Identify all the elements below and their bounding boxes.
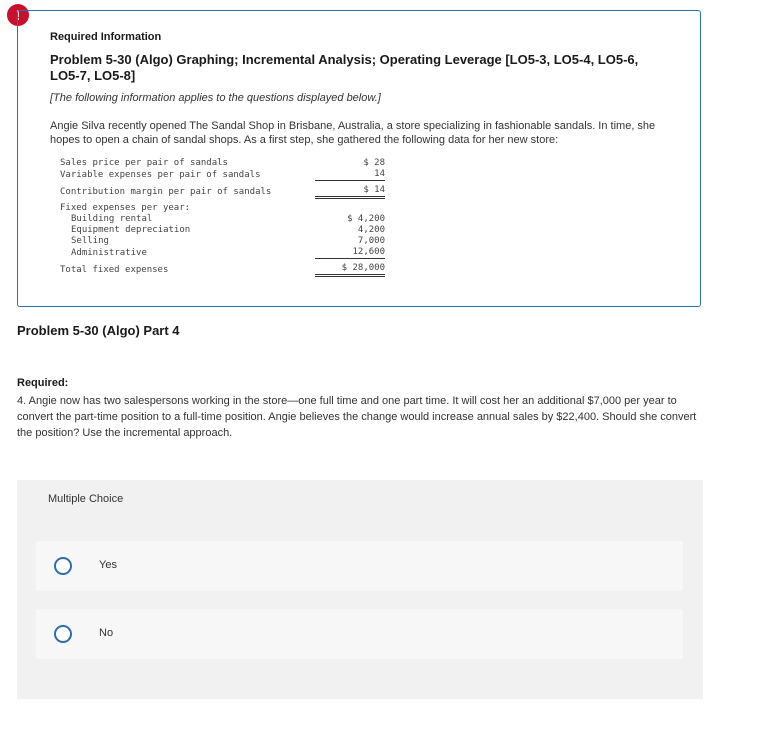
row-label: Selling xyxy=(71,236,109,246)
table-row xyxy=(60,247,385,259)
row-label: Sales price per pair of sandals xyxy=(60,158,228,168)
required-question: 4. Angie now has two salespersons working in the store—one full time and one part time. It will cost her an additional $7,000 per year to convert the part-time position to a full-time position. Angie believes the change would increase annual sales by $22,400. Should she convert the position? Use the incremental approach. xyxy=(17,395,697,439)
row-value: 4,200 xyxy=(357,225,385,235)
table-row xyxy=(60,158,385,169)
multiple-choice-panel xyxy=(17,480,703,699)
table-row xyxy=(60,236,385,247)
required-label: Required: xyxy=(17,377,69,389)
alert-icon: ! xyxy=(7,4,29,26)
option-label: No xyxy=(99,627,114,639)
row-value: $ 4,200 xyxy=(347,214,385,224)
row-value: $ 14 xyxy=(315,185,385,199)
table-row xyxy=(60,185,385,199)
option-no[interactable] xyxy=(36,609,683,659)
radio-button-icon[interactable] xyxy=(54,625,72,643)
intro-text: Angie Silva recently opened The Sandal Shop in Brisbane, Australia, a store specializing in fashionable sandals. In time, she hopes to open a chain of sandal shops. As a first step, she gathered the following data for her new store: xyxy=(50,120,656,146)
row-value: 14 xyxy=(315,169,385,181)
multiple-choice-label: Multiple Choice xyxy=(48,493,124,505)
row-value: $ 28,000 xyxy=(315,263,385,277)
row-value: $ 28 xyxy=(363,158,385,168)
row-label: Total fixed expenses xyxy=(60,264,169,275)
info-heading: Required Information xyxy=(50,31,162,43)
row-label: Variable expenses per pair of sandals xyxy=(60,169,261,180)
required-information-box xyxy=(17,10,701,307)
row-label: Building rental xyxy=(71,214,153,224)
radio-button-icon[interactable] xyxy=(54,557,72,575)
row-label: Equipment depreciation xyxy=(71,225,191,235)
table-row xyxy=(60,169,385,181)
problem-title: Problem 5-30 (Algo) Graphing; Incremental Analysis; Operating Leverage [LO5-3, LO5-4, LO5-6, LO5-7, LO5-8] xyxy=(50,52,639,83)
sandal-data-table xyxy=(60,158,385,277)
info-note: [The following information applies to the questions displayed below.] xyxy=(50,92,381,104)
option-yes[interactable] xyxy=(36,541,683,591)
row-label: Administrative xyxy=(71,247,147,258)
table-row xyxy=(60,225,385,236)
table-row xyxy=(60,203,385,214)
part-title: Problem 5-30 (Algo) Part 4 xyxy=(17,323,180,338)
row-value: 12,600 xyxy=(315,247,385,259)
row-value: 7,000 xyxy=(357,236,385,246)
option-label: Yes xyxy=(99,559,117,571)
table-row xyxy=(60,263,385,277)
row-label: Contribution margin per pair of sandals xyxy=(60,186,272,197)
table-row xyxy=(60,214,385,225)
row-label: Fixed expenses per year: xyxy=(60,203,191,213)
